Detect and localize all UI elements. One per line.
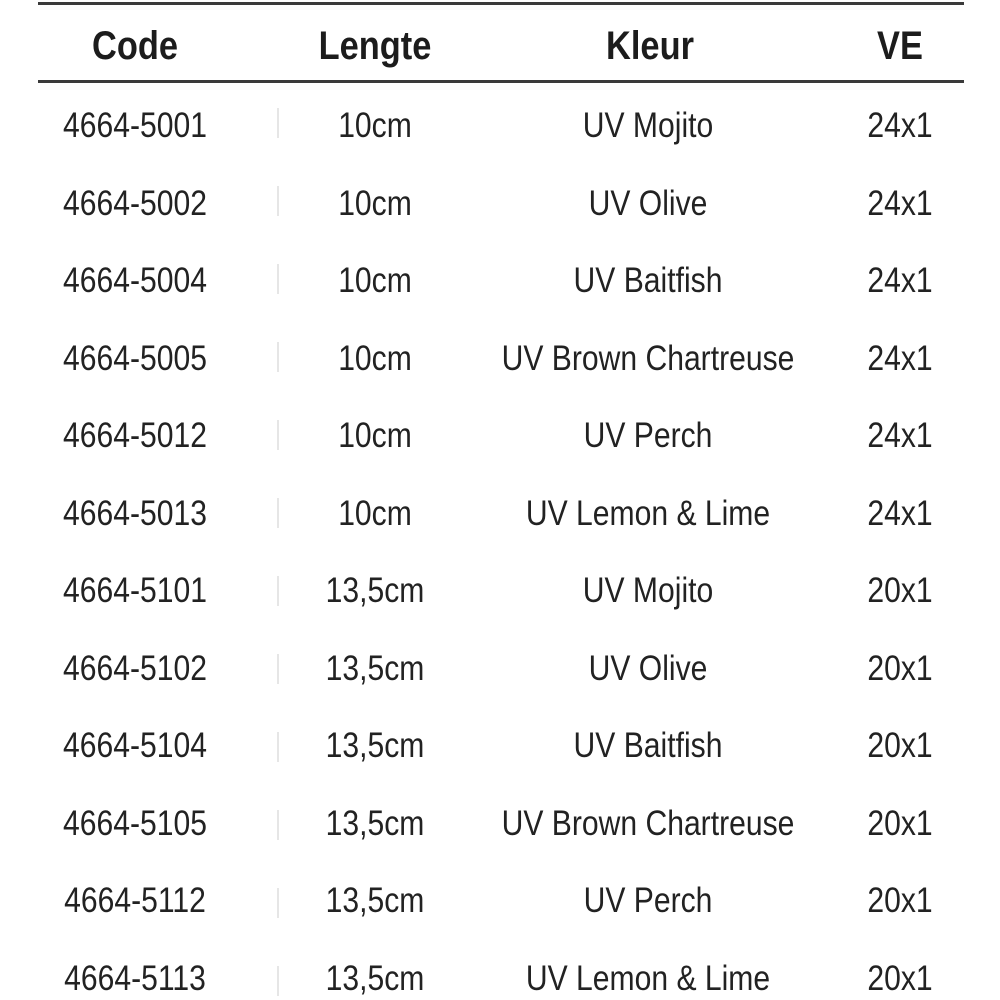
table-row bbox=[0, 256, 1000, 306]
cell-length: 13,5cm bbox=[325, 881, 425, 920]
table-row bbox=[0, 644, 1000, 694]
cell-length: 10cm bbox=[338, 106, 412, 145]
cell-color: UV Olive bbox=[588, 183, 708, 223]
cell-code: 4664-5112 bbox=[64, 881, 206, 920]
cell-color: UV Baitfish bbox=[573, 261, 723, 300]
cell-code: 4664-5104 bbox=[63, 726, 207, 765]
cell-ve: 24x1 bbox=[867, 261, 933, 300]
cell-ve: 24x1 bbox=[867, 183, 933, 223]
cell-code: 4664-5013 bbox=[63, 493, 207, 533]
cell-length: 10cm bbox=[338, 493, 412, 533]
table-top-rule bbox=[38, 2, 964, 5]
cell-color: UV Mojito bbox=[582, 571, 714, 610]
cell-length: 13,5cm bbox=[325, 571, 425, 610]
cell-ve: 20x1 bbox=[867, 648, 933, 688]
table-row bbox=[0, 721, 1000, 771]
cell-color: UV Lemon & Lime bbox=[525, 493, 771, 533]
cell-ve: 20x1 bbox=[867, 726, 933, 765]
table-header-rule bbox=[38, 80, 964, 83]
cell-code: 4664-5001 bbox=[63, 106, 207, 145]
cell-length: 10cm bbox=[338, 183, 412, 223]
cell-color: UV Lemon & Lime bbox=[525, 958, 771, 998]
table-row bbox=[0, 799, 1000, 849]
cell-color: UV Olive bbox=[588, 648, 708, 688]
cell-color: UV Brown Chartreuse bbox=[501, 803, 795, 843]
table-row bbox=[0, 566, 1000, 616]
header-length: Lengte bbox=[318, 24, 432, 68]
table-row bbox=[0, 334, 1000, 384]
cell-color: UV Brown Chartreuse bbox=[501, 338, 795, 378]
cell-length: 10cm bbox=[338, 338, 412, 378]
table-row bbox=[0, 179, 1000, 229]
column-divider bbox=[277, 108, 279, 998]
cell-ve: 20x1 bbox=[867, 881, 933, 920]
cell-color: UV Perch bbox=[583, 416, 713, 455]
cell-ve: 24x1 bbox=[867, 416, 933, 455]
cell-length: 13,5cm bbox=[325, 803, 425, 843]
cell-length: 10cm bbox=[338, 416, 412, 455]
cell-code: 4664-5012 bbox=[63, 416, 207, 455]
cell-length: 13,5cm bbox=[325, 958, 425, 998]
table-row bbox=[0, 489, 1000, 539]
table-header-row bbox=[0, 18, 1000, 78]
cell-length: 13,5cm bbox=[325, 726, 425, 765]
cell-code: 4664-5101 bbox=[63, 571, 207, 610]
cell-code: 4664-5005 bbox=[63, 338, 207, 378]
cell-code: 4664-5102 bbox=[63, 648, 207, 688]
table-row bbox=[0, 101, 1000, 151]
table-row bbox=[0, 954, 1000, 1000]
cell-length: 10cm bbox=[338, 261, 412, 300]
header-ve: VE bbox=[877, 24, 923, 68]
cell-code: 4664-5002 bbox=[63, 183, 207, 223]
header-color: Kleur bbox=[606, 24, 694, 68]
cell-code: 4664-5105 bbox=[63, 803, 207, 843]
cell-color: UV Perch bbox=[583, 881, 713, 920]
table-row bbox=[0, 876, 1000, 926]
cell-ve: 24x1 bbox=[867, 106, 933, 145]
cell-color: UV Mojito bbox=[582, 106, 714, 145]
cell-code: 4664-5004 bbox=[63, 261, 207, 300]
header-code: Code bbox=[92, 24, 178, 68]
cell-ve: 24x1 bbox=[867, 493, 933, 533]
cell-ve: 20x1 bbox=[867, 958, 933, 998]
cell-length: 13,5cm bbox=[325, 648, 425, 688]
cell-color: UV Baitfish bbox=[573, 726, 723, 765]
cell-code: 4664-5113 bbox=[64, 958, 206, 998]
cell-ve: 20x1 bbox=[867, 803, 933, 843]
cell-ve: 24x1 bbox=[867, 338, 933, 378]
table-row bbox=[0, 411, 1000, 461]
cell-ve: 20x1 bbox=[867, 571, 933, 610]
